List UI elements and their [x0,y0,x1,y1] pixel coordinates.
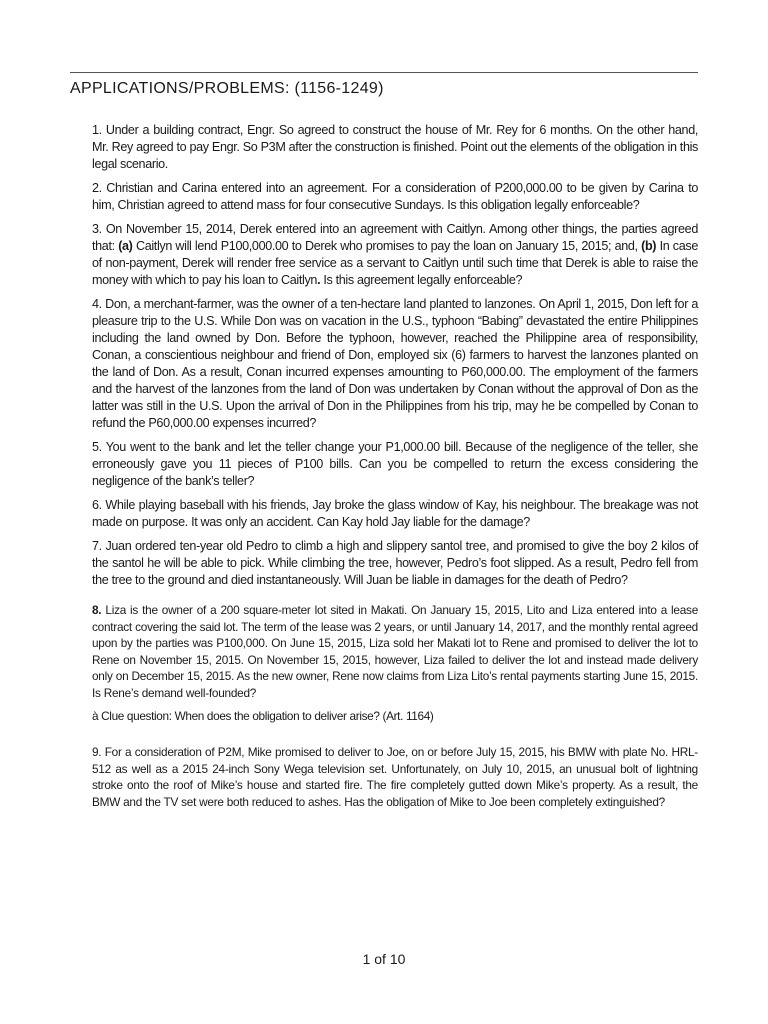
problem-1: 1. Under a building contract, Engr. So agreed to construct the house of Mr. Rey for 6 months. On the other hand, Mr. Rey agreed to pay Engr. So P3M after the construction is finished. Point out the elements of the obligation in this legal scenario. [92,123,698,171]
page-heading: APPLICATIONS/PROBLEMS: (1156-1249) [70,80,384,97]
problem-3-text-2: Caitlyn will lend P100,000.00 to Derek who promises to pay the loan on January 15, 2015; and, [132,239,642,253]
problem-8-text: Liza is the owner of a 200 square-meter lot sited in Makati. On January 15, 2015, Lito and Liza entered into a lease contract covering the said lot. The term of the lease was 2 years, or until January 14, 2017, and the monthly rental agreed upon by the parties was P100,000. On June 15, 2015, Liza sold her Makati lot to Rene and promised to deliver the lot to Rene on November 15, 2015. On November 15, 2015, however, Liza failed to deliver the lot and instead made delivery only on December 15, 2015. As the new owner, Rene now claims from Liza Lito’s rental payments starting June 15, 2015. Is Rene’s demand well-founded? [92,603,698,700]
problem-3-label-a: (a) [118,239,133,253]
problem-4: 4. Don, a merchant-farmer, was the owner of a ten-hectare land planted to lanzones. On April 1, 2015, Don left for a pleasure trip to the U.S. While Don was on vacation in the U.S., typhoon “Babing” devastated the entire Philippines including the land owned by Don. Before the typhoon, however, reached the Philippine area of responsibility, Conan, a conscientious neighbour and friend of Don, employed six (6) farmers to harvest the lanzones planted on the land of Don. As a result, Conan incurred expenses amounting to P60,000.00. The employment of the farmers and the harvest of the lanzones from the land of Don was undertaken by Conan without the approval of Don as the latter was still in the U.S. Upon the arrival of Don in the Philippines from his trip, may he be compelled by Conan to refund the P60,000.00 expenses incurred? [92,297,698,430]
problem-3 [92,221,698,289]
problem-6: 6. While playing baseball with his friends, Jay broke the glass window of Kay, his neighbour. The breakage was not made on purpose. It was only an accident. Can Kay hold Jay liable for the damage? [92,498,698,529]
problem-3-bold-period: . [317,273,321,287]
problem-8-clue: à Clue question: When does the obligation to deliver arise? (Art. 1164) [92,709,434,723]
problem-8-number: 8. [92,603,102,617]
problem-3-text-4: Is this agreement legally enforceable? [320,273,523,287]
problem-3-label-b: (b) [641,239,657,253]
problem-8 [92,602,698,701]
problems-list [92,122,698,817]
page-number: 1 of 10 [362,951,406,967]
problem-5: 5. You went to the bank and let the teller change your P1,000.00 bill. Because of the negligence of the teller, she erroneously gave you 11 pieces of P100 bills. Can you be compelled to return the excess considering the negligence of the bank’s teller? [92,440,698,488]
header-rule [70,72,698,73]
problem-3-text-1: 3. On November 15, 2014, Derek entered into an agreement with Caitlyn. Among other things, the parties agreed that: [92,222,698,253]
problem-3-text-3: In case of non-payment, Derek will render free service as a servant to Caitlyn until such time that Derek is able to raise the money with which to pay his loan to Caitlyn [92,239,699,287]
problem-9: 9. For a consideration of P2M, Mike promised to deliver to Joe, on or before July 15, 2015, his BMW with plate No. HRL-512 as well as a 2015 24-inch Sony Wega television set. Unfortunately, on July 10, 2015, an unusual bolt of lightning stroke onto the roof of Mike’s house and started fire. The fire completely gutted down Mike’s property. As a result, the BMW and the TV set were both reduced to ashes. Has the obligation of Mike to Joe been completely extinguished? [92,745,698,809]
problem-2: 2. Christian and Carina entered into an agreement. For a consideration of P200,000.00 to be given by Carina to him, Christian agreed to attend mass for four consecutive Sundays. Is this obligation legally enforceable? [92,181,698,212]
problem-7: 7. Juan ordered ten-year old Pedro to climb a high and slippery santol tree, and promised to give the boy 2 kilos of the santol he will be able to pick. While climbing the tree, however, Pedro’s foot slipped. As a result, Pedro fell from the tree to the ground and died instantaneously. Will Juan be liable in damages for the death of Pedro? [92,539,698,587]
